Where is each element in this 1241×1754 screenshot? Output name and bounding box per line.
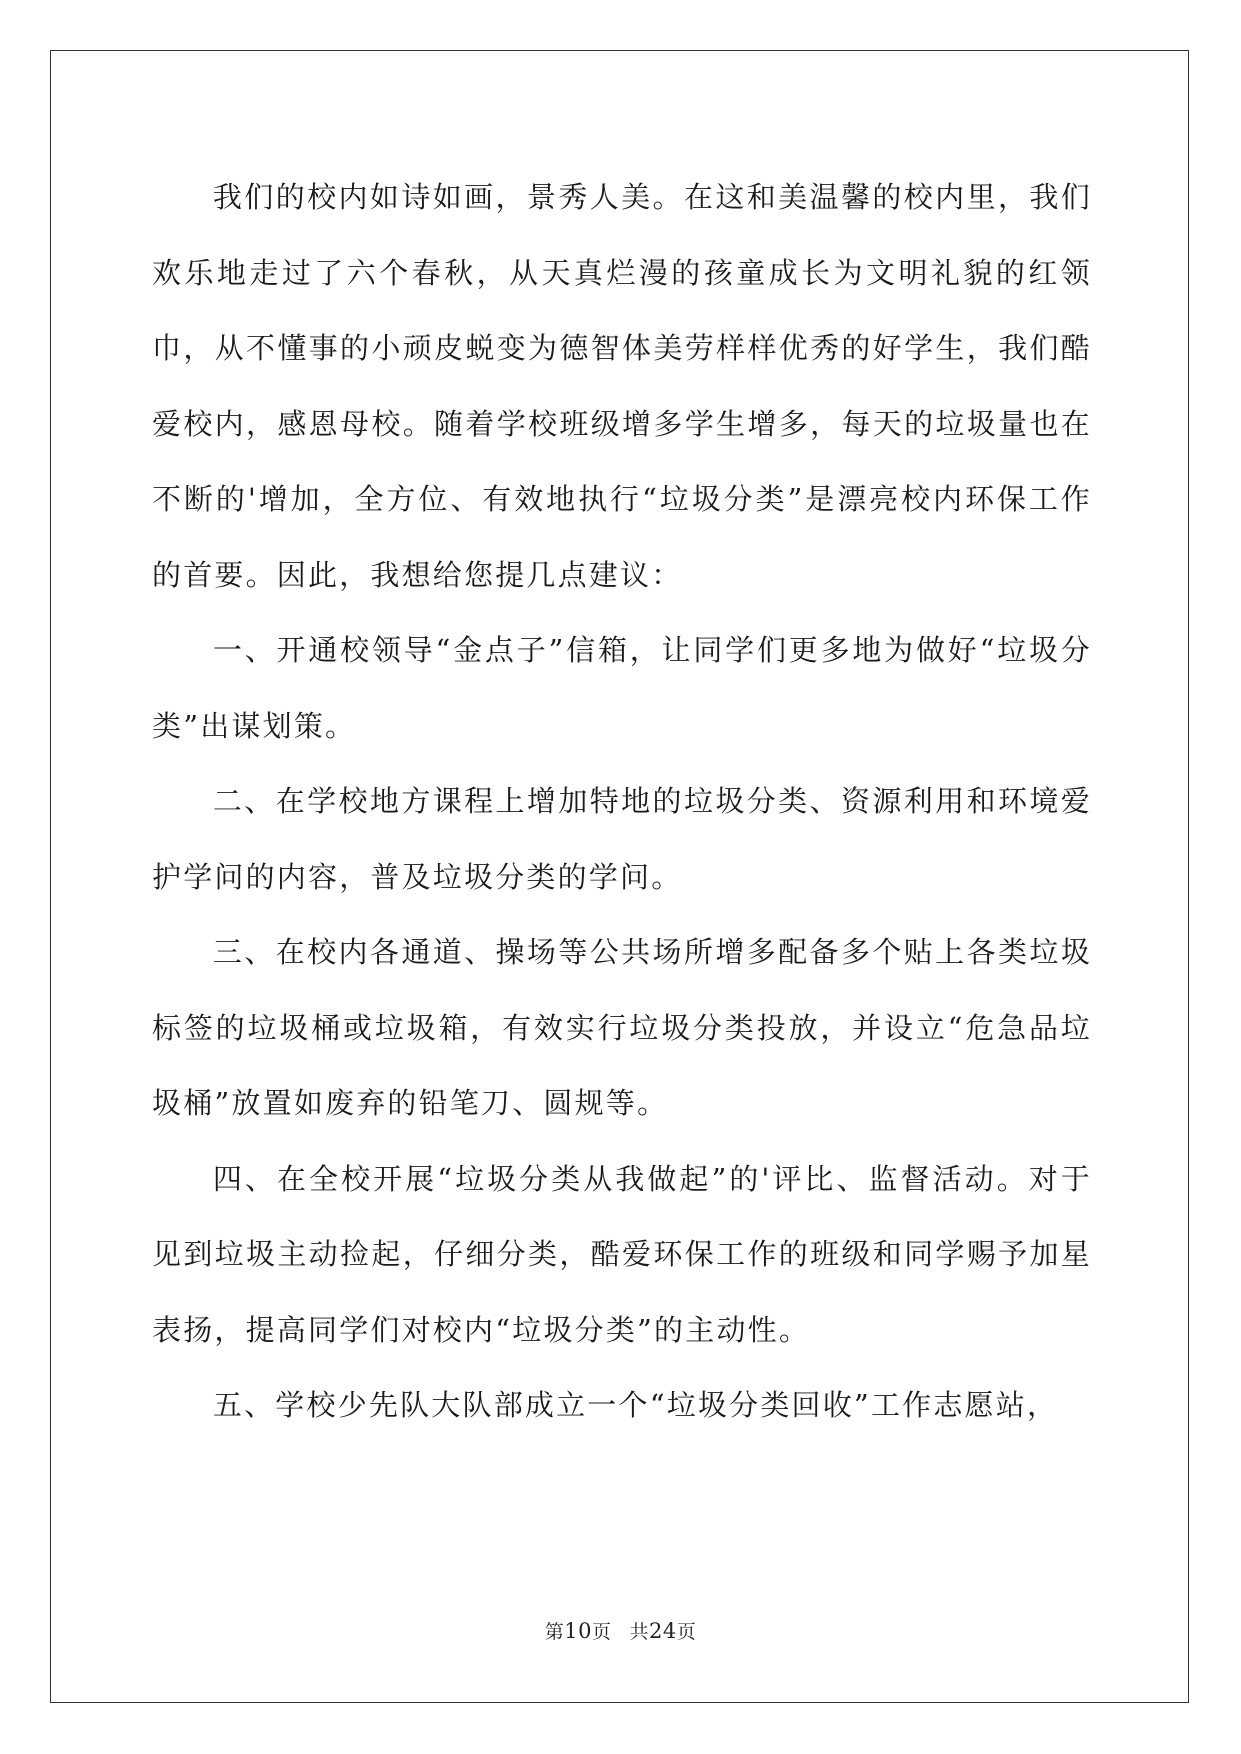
paragraph-suggestion-5: 五、学校少先队大队部成立一个“垃圾分类回收”工作志愿站，: [212, 1388, 1059, 1422]
paragraph-suggestion-3: 三、在校内各通道、操场等公共场所增多配备多个贴上各类垃圾标签的垃圾桶或垃圾箱，有效实行垃圾分类投放，并设立“危急品垃圾桶”放置如废弃的铅笔刀、圆规等。: [152, 935, 1092, 1120]
paragraph-suggestion-4: 四、在全校开展“垃圾分类从我做起”的'评比、监督活动。对于见到垃圾主动捡起，仔细分类，酷爱环保工作的班级和同学赐予加星表扬，提高同学们对校内“垃圾分类”的主动性。: [152, 1161, 1092, 1347]
page-prefix: 第: [544, 1621, 565, 1643]
page-suffix: 页: [591, 1621, 612, 1643]
paragraph-suggestion-1: 一、开通校领导“金点子”信箱，让同学们更多地为做好“垃圾分类”出谋划策。: [152, 633, 1092, 743]
total-prefix: 共: [629, 1621, 650, 1643]
paragraph-suggestion-2: 二、在学校地方课程上增加特地的垃圾分类、资源利用和环境爱护学问的内容，普及垃圾分类的学问。: [152, 784, 1092, 894]
total-page-count: 24: [649, 1619, 677, 1643]
current-page-number: 10: [564, 1619, 592, 1643]
document-body: [152, 160, 1092, 1444]
total-suffix: 页: [676, 1621, 697, 1643]
page-footer: [0, 1617, 1241, 1644]
paragraph-intro: 我们的校内如诗如画，景秀人美。在这和美温馨的校内里，我们欢乐地走过了六个春秋，从天真烂漫的孩童成长为文明礼貌的红领巾，从不懂事的小顽皮蜕变为德智体美劳样样优秀的好学生，我们酷爱校内，感恩母校。随着学校班级增多学生增多，每天的垃圾量也在不断的'增加，全方位、有效地执行“垃圾分类”是漂亮校内环保工作的首要。因此，我想给您提几点建议：: [152, 180, 1092, 592]
